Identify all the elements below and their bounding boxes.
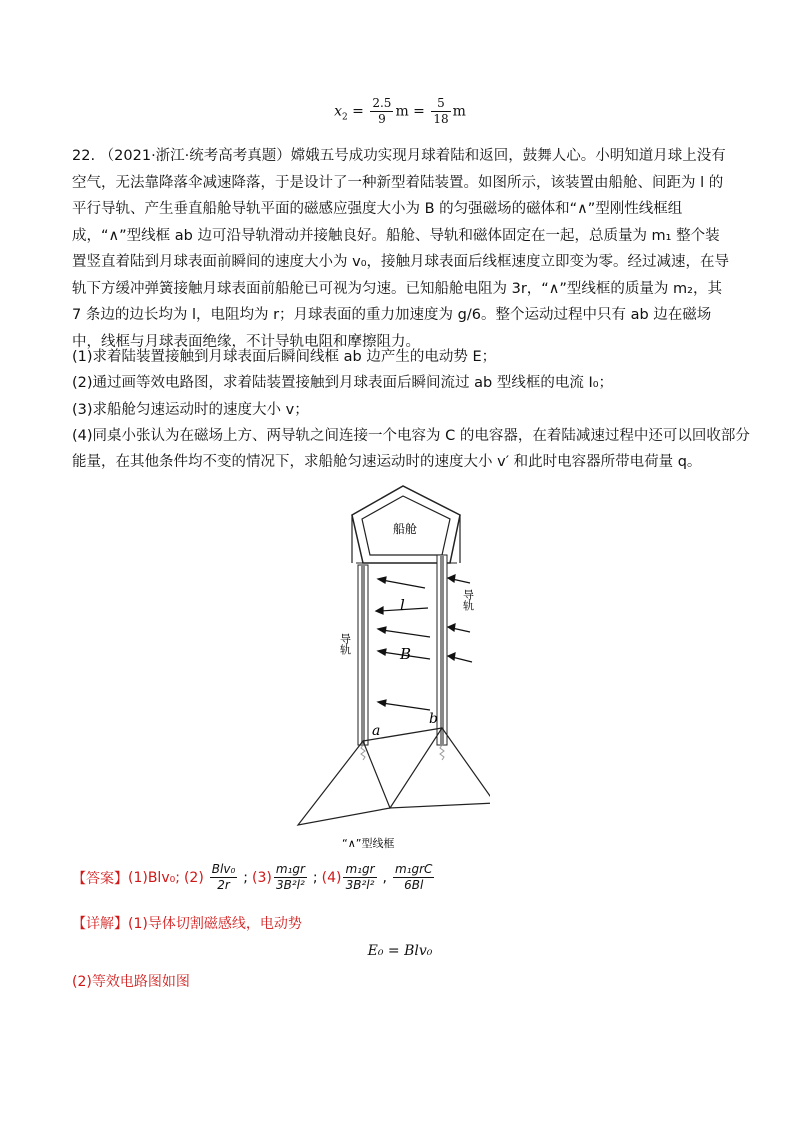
point-a-label: a <box>372 723 381 739</box>
left-rail-core <box>361 565 365 745</box>
right-rail-core <box>440 555 444 745</box>
eq-unit-1: m <box>395 103 409 120</box>
answer-2-frac <box>210 862 237 893</box>
field-label: B <box>400 645 412 663</box>
field-arrows <box>376 575 472 710</box>
eq-lhs: x <box>334 103 342 120</box>
eq-frac-1-den: 9 <box>378 112 386 126</box>
problem-body: 嫦娥五号成功实现月球着陆和返回，鼓舞人心。小明知道月球上没有空气，无法靠降落伞减速降落，于是设计了一种新型着陆装置。如图所示，该装置由船舱、间距为 l 的平行导轨、产生垂直船舱导轨平面的磁感应强度大小为 B 的匀强磁场的磁体和“∧”型刚性线框组成，“∧”型线框 ab 边可沿导轨滑动并接触良好。船舱、导轨和磁体固定在一起，总质量为 m₁ 整个装置竖直着陆到月球表面前瞬间的速度大小为 v₀，接触月球表面后线框速度立即变为零。经过减速，在导轨下方缓冲弹簧接触月球表面前船舱已可视为匀速。已知船舱电阻为 3r，“∧”型线框的质量为 m₂，其 7 条边的边长均为 l，电阻均为 r；月球表面的重力加速度为 g/6。整个运动过程中只有 ab 边在磁场中，线框与月球表面绝缘，不计导轨电阻和摩擦阻力。 <box>72 148 729 350</box>
eq-lhs-sub: 2 <box>341 112 348 123</box>
problem-number: 22. <box>72 148 96 164</box>
answer-1: (1)Blv₀; <box>128 869 180 886</box>
detail-line <box>72 913 302 933</box>
apparatus-figure <box>290 483 490 853</box>
answer-4-den-2: 6Bl <box>404 878 424 892</box>
answer-4-prefix: (4) <box>321 869 342 886</box>
cabin-label: 船舱 <box>393 522 418 536</box>
detail-text: (1)导体切割磁感线，电动势 <box>128 916 302 932</box>
length-label: l <box>400 596 405 614</box>
answer-4-frac-1 <box>343 862 376 893</box>
question-4a: (4)同桌小张认为在磁场上方、两导轨之间连接一个电容为 C 的电容器，在着陆减速过程中还可以回收部分 <box>72 428 750 444</box>
question-2: (2)通过画等效电路图，求着陆装置接触到月球表面后瞬间流过 ab 型线框的电流 I₀； <box>72 375 614 391</box>
eq-frac-1 <box>370 96 393 127</box>
answer-3-frac <box>274 862 307 893</box>
point-b-label: b <box>429 711 438 727</box>
emf-equation: E₀ = Blv₀ <box>367 943 433 959</box>
problem-source: （2021·浙江·统考高考真题） <box>99 148 291 164</box>
answer-4-den-1: 3B²l² <box>345 878 375 892</box>
answer-2-prefix: (2) <box>183 869 204 886</box>
question-4b: 能量，在其他条件均不变的情况下，求船舱匀速运动时的速度大小 v′ 和此时电容器所带电荷量 q。 <box>72 454 702 470</box>
question-3: (3)求船舱匀速运动时的速度大小 v； <box>72 402 309 418</box>
eq-frac-2-num: 5 <box>431 96 450 112</box>
answer-line: 【答案】 (1)Blv₀; (2) $\frac{\text{Blv₀}}{2r}$ ; (3) $\frac{\text{m₁gr}}{\text{3B²l²}}$ ; (4) $\frac{\text{m₁gr}}{\text{3B²l²}}$ , $\frac{\text{m₁grC}}{6Bl}$ <box>72 862 433 892</box>
eq-unit-2: m <box>452 103 466 120</box>
left-rail-label: 导轨 <box>338 633 352 655</box>
answer-2-num: Blv₀ <box>211 862 236 876</box>
top-equation: $x_2$ = $\frac{2.5}{9}$ m = $\frac{5}{18}$ m <box>334 96 466 126</box>
part-2-heading: (2)等效电路图如图 <box>72 974 190 990</box>
question-1: (1)求着陆装置接触到月球表面后瞬间线框 ab 边产生的电动势 E； <box>72 349 497 365</box>
frame-caption: “∧”型线框 <box>342 837 395 850</box>
frame-left-triangle <box>298 741 390 825</box>
answer-3-den: 3B²l² <box>275 878 305 892</box>
problem-statement <box>72 143 732 355</box>
answer-3-prefix: (3) <box>252 869 272 886</box>
right-rail-label: 导轨 <box>461 589 475 611</box>
eq-frac-2-den: 18 <box>433 112 449 126</box>
eq-frac-1-num: 2.5 <box>372 96 392 110</box>
answer-4-frac-2 <box>393 862 434 893</box>
answer-tag: 【答案】 <box>72 870 128 887</box>
answer-4-num-2: m₁grC <box>394 862 433 876</box>
right-spring <box>440 745 444 760</box>
detail-tag: 【详解】 <box>72 916 128 932</box>
left-spring <box>361 745 365 760</box>
eq-frac-2 <box>431 96 450 127</box>
answer-2-den: 2r <box>217 878 230 892</box>
answer-4-num-1: m₁gr <box>345 862 375 876</box>
answer-3-num: m₁gr <box>275 862 305 876</box>
